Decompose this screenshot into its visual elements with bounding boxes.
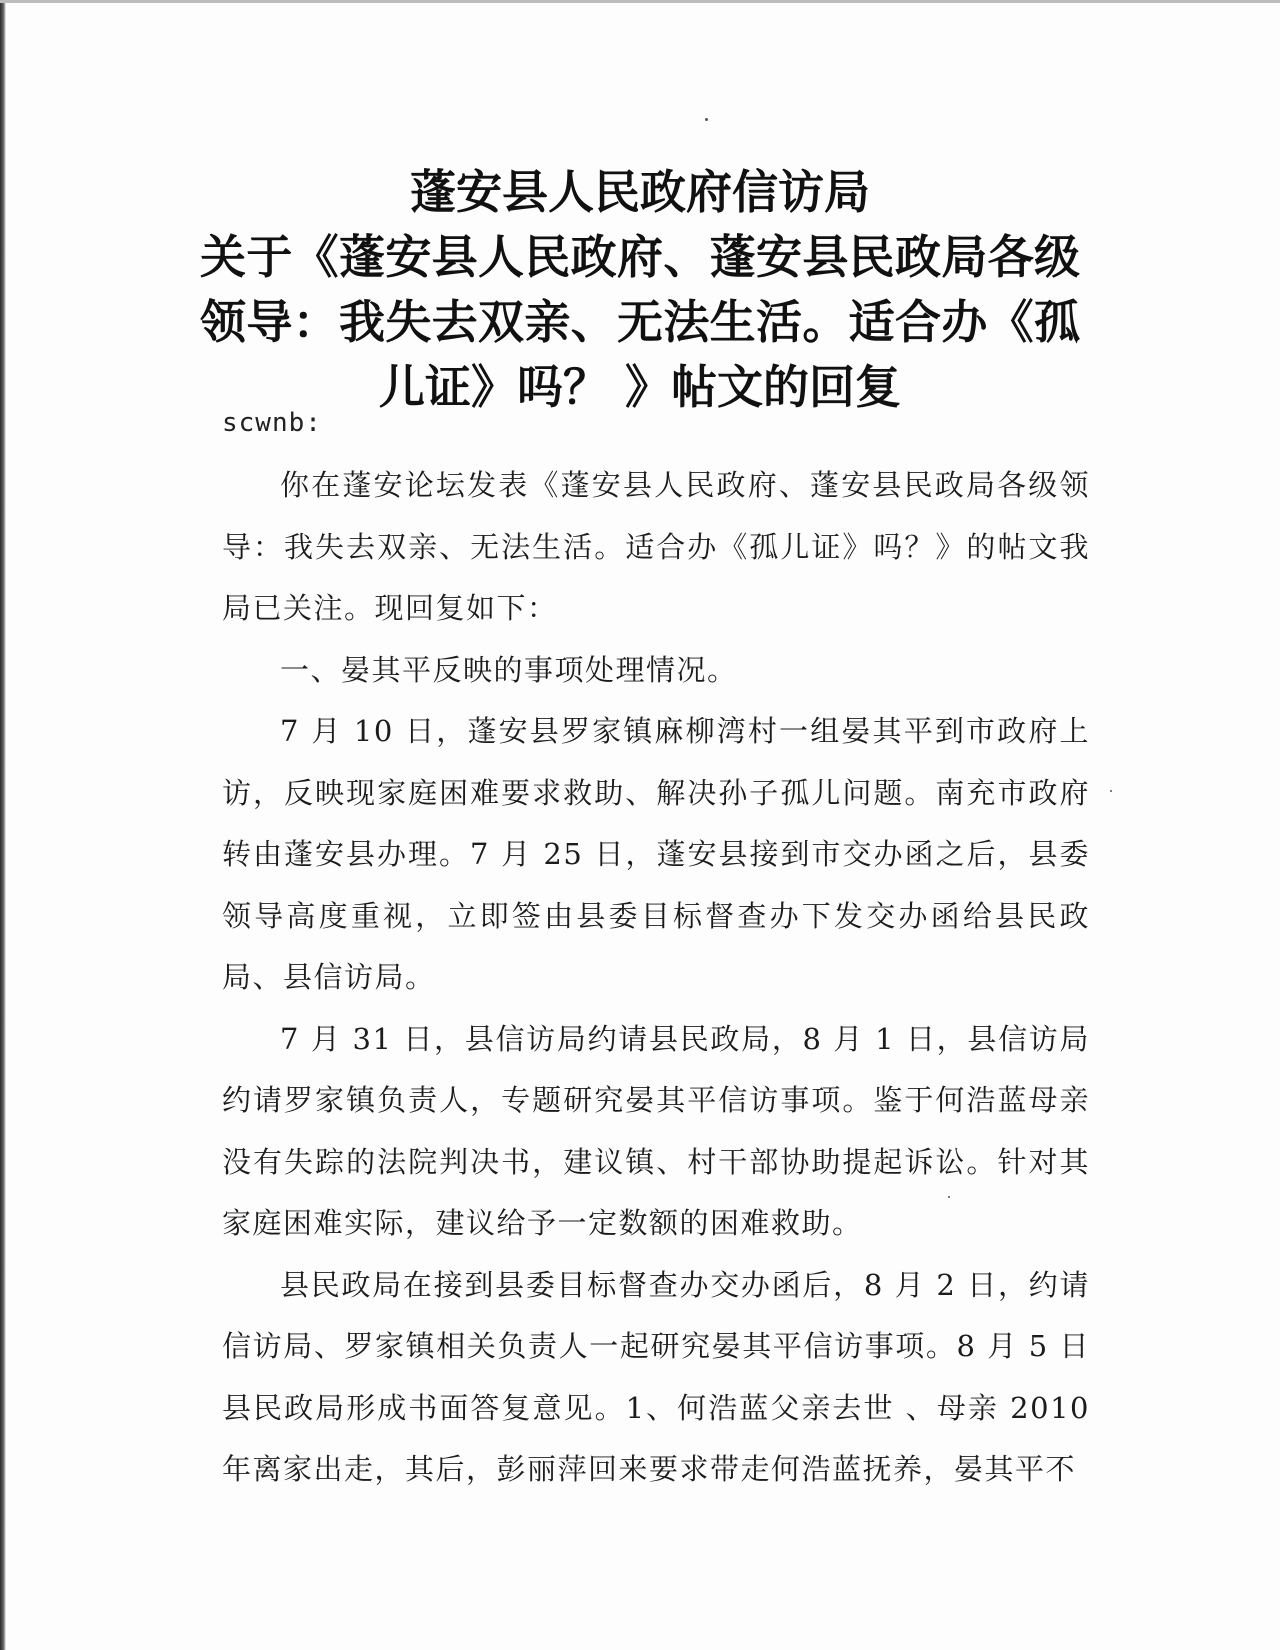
scan-speck (705, 118, 708, 121)
title-line: 蓬安县人民政府信访局 (410, 165, 870, 219)
body-paragraph: 你在蓬安论坛发表《蓬安县人民政府、蓬安县民政局各级领导：我失去双亲、无法生活。适合办《孤儿证》吗？》的帖文我局已关注。现回复如下： (222, 468, 1090, 625)
document-body (222, 455, 1090, 1501)
title-line: 关于《蓬安县人民政府、蓬安县民政局各级 (200, 230, 1080, 284)
scan-edge-left (0, 0, 6, 1650)
scan-speck (1110, 790, 1112, 792)
scan-edge-top (0, 0, 1280, 3)
salutation: scwnb: (222, 408, 322, 438)
body-paragraph: 县民政局在接到县委目标督查办交办函后，8 月 2 日，约请信访局、罗家镇相关负责人一起研究晏其平信访事项。8 月 5 日县民政局形成书面答复意见。1、何浩蓝父亲去世 、母亲 2010 年离家出走，其后，彭丽萍回来要求带走何浩蓝抚养，晏其平不 (222, 1267, 1090, 1486)
body-paragraph: 7 月 10 日，蓬安县罗家镇麻柳湾村一组晏其平到市政府上访，反映现家庭困难要求救助、解决孙子孤儿问题。南充市政府转由蓬安县办理。7 月 25 日，蓬安县接到市交办函之后，县委领导高度重视，立即签由县委目标督查办下发交办函给县民政局、县信访局。 (222, 714, 1090, 994)
body-paragraph: 7 月 31 日，县信访局约请县民政局，8 月 1 日，县信访局约请罗家镇负责人，专题研究晏其平信访事项。鉴于何浩蓝母亲没有失踪的法院判决书，建议镇、村干部协助提起诉讼。针对其家庭困难实际，建议给予一定数额的困难救助。 (222, 1021, 1090, 1240)
section-heading: 一、晏其平反映的事项处理情况。 (280, 652, 738, 687)
title-line: 领导：我失去双亲、无法生活。适合办《孤 (200, 295, 1080, 349)
document-title (200, 160, 1080, 420)
title-line: 儿证》吗？ 》帖文的回复 (378, 360, 901, 414)
